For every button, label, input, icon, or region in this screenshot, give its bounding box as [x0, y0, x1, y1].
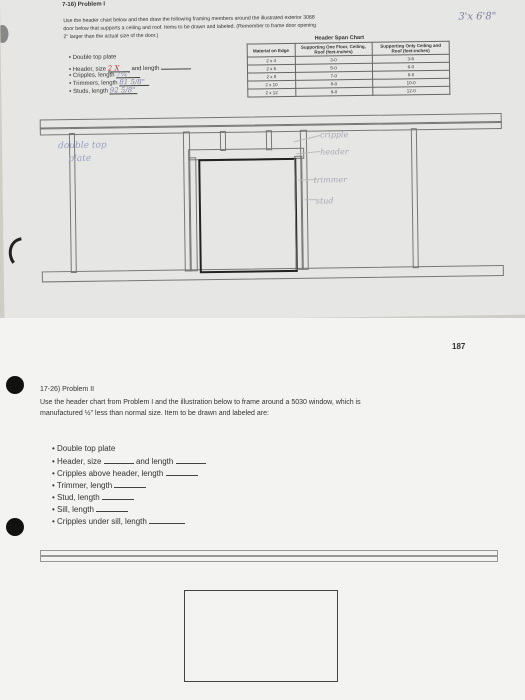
item-answer-field[interactable]: [102, 492, 134, 500]
page-number: 187: [452, 342, 466, 351]
cripple-left: [220, 131, 226, 151]
cripple-right: [266, 130, 272, 150]
item-answer-field[interactable]: [96, 504, 128, 512]
label-double-top-plate-2: plate: [68, 153, 92, 165]
chart-row: [248, 86, 450, 97]
chart-cell: 2 x 8: [248, 72, 296, 81]
chart-col-ceiling-roof: Supporting Only Ceiling and Roof (feet-inches): [372, 41, 449, 55]
problem-2-instruction-line-1: Use the header chart from Problem I and the illustration below to frame around a 5030 window, which is: [40, 399, 361, 406]
header-span-chart: [247, 41, 451, 98]
chart-cell: 7-0: [295, 71, 372, 80]
p2-item-sill: • Sill, length: [52, 504, 128, 514]
p2-item-double-top-plate: • Double top plate: [52, 444, 116, 453]
item-label: Double top plate: [72, 54, 117, 61]
item-answer-field[interactable]: 92 5/8": [110, 86, 138, 94]
chart-title: Header Span Chart: [314, 34, 365, 42]
window-opening: [184, 590, 338, 682]
item-label: Trimmer, length: [56, 481, 113, 490]
binder-hole-top: [0, 25, 9, 43]
binder-hole-2a: [6, 376, 24, 394]
problem-2-number: 17-26) Problem II: [40, 386, 95, 393]
label-stud: stud: [315, 196, 334, 206]
margin-handwritten-note: 3'x 6'8": [458, 11, 497, 23]
item-label: Trimmers, length: [72, 80, 118, 87]
binder-ring-icon: [3, 235, 25, 265]
item-label: Cripples under sill, length: [57, 517, 147, 526]
problem-2-instruction-line-2: manufactured ½" less than normal size. Item to be drawn and labeled are:: [40, 410, 269, 417]
chart-col-material: Material on Edge: [247, 43, 295, 57]
chart-cell: 8-0: [372, 70, 449, 79]
item-label: Header, size: [57, 457, 102, 466]
p1-item-header: • Header, size 2 X and length: [69, 61, 191, 73]
problem-1-instruction-line-2: door below that supports a ceiling and roof. Items to be drawn and labeled. (Remember to frame door opening: [63, 22, 317, 33]
item-label: Double top plate: [57, 444, 116, 453]
chart-cell: 3-6: [372, 54, 449, 63]
chart-cell: 9-0: [295, 87, 372, 96]
item-answer-field[interactable]: [149, 516, 185, 524]
leader-lines: [292, 131, 333, 212]
problem-1-instruction-line-1: Use the header chart below and then draw the following framing members around the illustrated exterior 3068: [63, 14, 315, 25]
item-answer-field[interactable]: [176, 456, 206, 464]
chart-cell: 2 x 6: [247, 64, 295, 73]
chart-col-one-floor: Supporting One Floor, Ceiling, Roof (feet-inches): [295, 42, 372, 56]
chart-cell: 12-0: [373, 86, 450, 95]
worksheet-page-1: [0, 0, 525, 322]
item-answer-field[interactable]: 81 5/8": [119, 78, 149, 86]
item-label: Sill, length: [57, 505, 94, 514]
chart-cell: 6-0: [372, 62, 449, 71]
trimmer-left: [188, 157, 198, 271]
item-suffix: and length: [135, 457, 174, 466]
p2-item-cripples-under: • Cripples under sill, length: [52, 516, 185, 526]
stud-right-2: [411, 128, 419, 268]
chart-cell: 5-0: [295, 63, 372, 72]
p2-item-cripples-above: • Cripples above header, length: [52, 468, 198, 478]
item-label: Cripples above header, length: [57, 469, 164, 478]
label-trimmer: trimmer: [313, 175, 347, 185]
p2-item-stud: • Stud, length: [52, 492, 134, 502]
problem-1-instruction-line-3: 2" larger than the actual size of the door.): [63, 32, 159, 41]
item-answer-field[interactable]: [114, 480, 146, 488]
chart-cell: 10-0: [372, 78, 449, 87]
item-label: Stud, length: [57, 493, 100, 502]
chart-cell: 2 x 4: [247, 56, 295, 65]
p2-top-plate-second: [40, 555, 498, 562]
label-double-top-plate-1: double top: [57, 140, 107, 152]
item-answer-field[interactable]: 2 X: [108, 64, 130, 72]
chart-cell: 3-0: [295, 55, 372, 64]
p1-item-trimmers: • Trimmers, length 81 5/8": [69, 78, 149, 87]
label-header: header: [320, 147, 349, 157]
item-label: Studs, length: [73, 88, 109, 95]
item-answer-field[interactable]: [166, 468, 198, 476]
item-answer-field[interactable]: [104, 456, 134, 464]
item-answer-field[interactable]: [161, 61, 191, 69]
item-label: Header, size: [72, 66, 107, 73]
binder-hole-2b: [6, 518, 24, 536]
chart-cell: 2 x 10: [248, 80, 296, 89]
door-opening: [198, 158, 298, 273]
p2-item-header: • Header, size and length: [52, 456, 206, 466]
chart-cell: 8-0: [295, 79, 372, 88]
p1-item-studs: • Studs, length 92 5/8": [69, 86, 138, 95]
item-suffix: and length: [131, 65, 160, 73]
p1-item-double-top-plate: • Double top plate: [68, 54, 117, 62]
worksheet-page-2: [0, 318, 525, 700]
problem-1-number: 7-16) Problem I: [62, 1, 106, 9]
p2-item-trimmer: • Trimmer, length: [52, 480, 146, 490]
p1-item-cripples: • Cripples, length 7¼": [69, 70, 140, 79]
item-label: Cripples, length: [72, 72, 115, 79]
chart-cell: 2 x 12: [248, 88, 296, 97]
item-answer-field[interactable]: 7¼": [116, 70, 140, 78]
label-cripple: cripple: [319, 130, 349, 140]
